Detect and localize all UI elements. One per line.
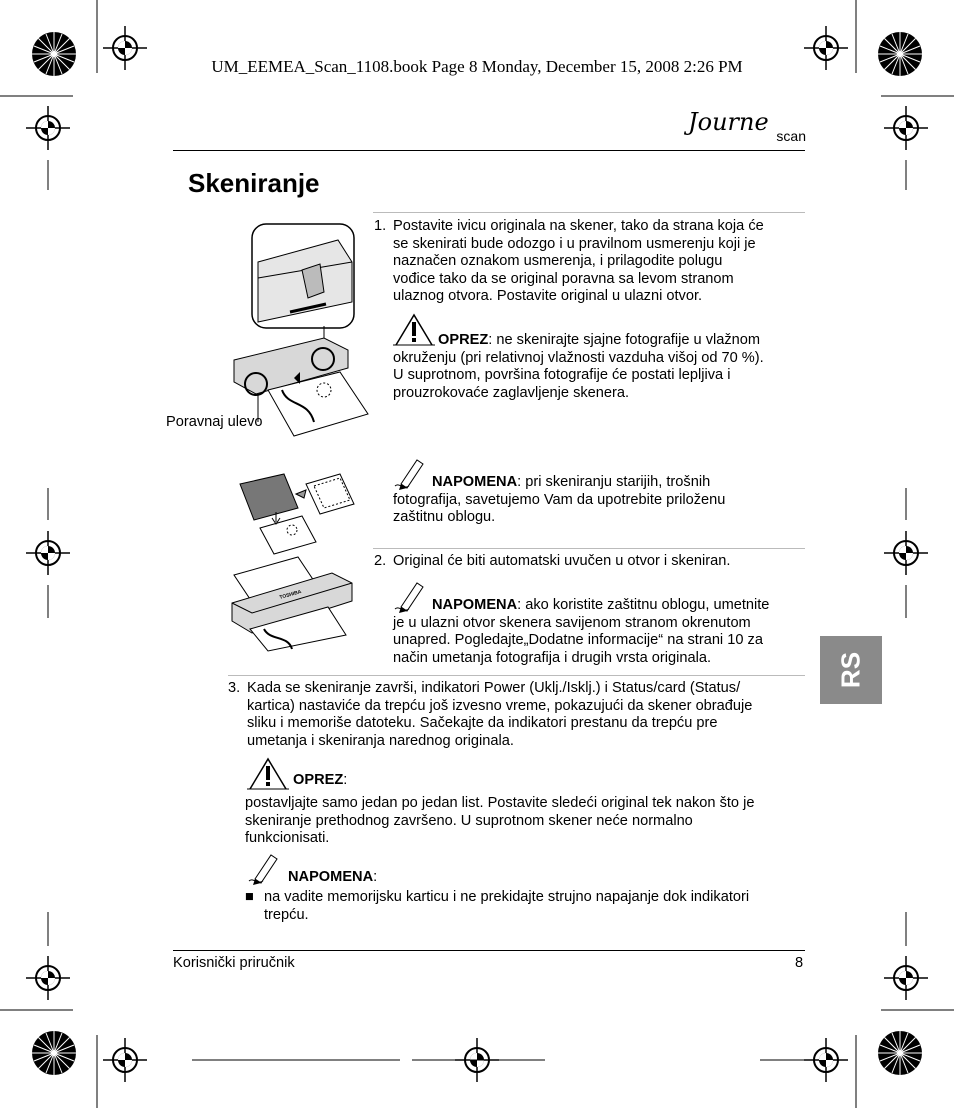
step1-line: se skenirati bude odozgo i u pravilnom usmerenju koji je xyxy=(393,235,756,252)
note3-line: trepću. xyxy=(264,906,309,923)
note1-line: fotografija, savetujemo Vam da upotrebite priloženu xyxy=(393,491,726,508)
caution1-label: OPREZ xyxy=(438,332,489,348)
note3-bullet: ■ xyxy=(245,889,254,905)
language-tab-label: RS xyxy=(835,651,866,689)
note2-line: način umetanja fotografija i drugih vrsta originala. xyxy=(393,649,711,666)
note3-colon: : xyxy=(373,869,378,885)
figure-protective-sleeve xyxy=(236,468,361,558)
page-title: Skeniranje xyxy=(188,168,320,198)
caution1-line: U suprotnom, površina fotografije će postati lepljiva i xyxy=(393,367,731,383)
step2-number: 2. xyxy=(374,553,387,569)
step3-number: 3. xyxy=(228,680,241,696)
note2-text xyxy=(393,597,813,667)
step1-line: vođice tako da se original poravna sa levom stranom xyxy=(393,270,734,287)
note1-label: NAPOMENA xyxy=(432,474,518,490)
caution1-line: okruženju (pri relativnoj vlažnosti vazduha višoj od 70 %). xyxy=(393,349,764,366)
divider-step2 xyxy=(373,548,805,549)
pencil-note-icon xyxy=(247,851,281,887)
note2-line: je u ulazni otvor skenera savijenom stranom okrenutom xyxy=(393,614,751,631)
caution2-line: skeniranje prethodnog završeno. U suprotnom skener neće normalno xyxy=(245,812,693,829)
step3-line: kartica) nastaviće da trepću još izvesno vreme, pokazujući da skener obrađuje xyxy=(247,697,753,714)
print-header: UM_EEMEA_Scan_1108.book Page 8 Monday, December 15, 2008 2:26 PM xyxy=(211,57,743,76)
warning-icon xyxy=(247,756,289,792)
language-tab xyxy=(820,636,882,704)
step1-line: naznačen oznakom usmerenja, i prilagodite polugu xyxy=(393,253,723,269)
journe-logo xyxy=(688,108,808,148)
step1-line: Postavite ivicu originala na skener, tako da strana koja će xyxy=(393,218,764,234)
note3-heading xyxy=(288,869,377,887)
header-rule xyxy=(173,150,805,151)
note3-line: na vadite memorijsku karticu i ne prekidajte strujno napajanje dok indikatori xyxy=(264,889,750,905)
step1-number: 1. xyxy=(374,218,387,234)
caution1-first-line: : ne skenirajte sjajne fotografije u vlažnom xyxy=(488,332,761,348)
divider-step3 xyxy=(228,675,805,676)
step2-text: Original će biti automatski uvučen u otvor i skeniran. xyxy=(393,553,731,569)
step3-line: umetanja i skeniranja narednog originala. xyxy=(247,732,514,749)
footer-page-number: 8 xyxy=(795,955,804,971)
caution2-colon: : xyxy=(343,772,348,788)
note1-line: zaštitnu oblogu. xyxy=(393,509,496,525)
step3-text xyxy=(247,680,752,750)
note2-line: unapred. Pogledajte„Dodatne informacije“ na strani 10 za xyxy=(393,632,763,648)
logo-sub: scan xyxy=(776,128,806,144)
figure-scanner-feeding xyxy=(228,553,358,653)
note2-label: NAPOMENA xyxy=(432,597,518,613)
step1-line: ulaznog otvora. Postavite original u ulazni otvor. xyxy=(393,288,703,304)
note3-label: NAPOMENA xyxy=(288,869,374,885)
svg-text:TOSHIBA: TOSHIBA xyxy=(278,588,303,601)
caution1-line: prouzrokovaće zaglavljenje skenera. xyxy=(393,384,630,401)
caution2-heading xyxy=(293,772,347,790)
step3-line: sliku i memoriše datoteku. Sačekajte da indikatori prestanu da trepću pre xyxy=(247,715,718,731)
note2-first-line: : ako koristite zaštitnu oblogu, umetnite xyxy=(517,597,770,613)
step1-text xyxy=(393,218,764,306)
caution2-text xyxy=(245,795,754,848)
logo-script: Journe xyxy=(688,108,769,136)
caution2-label: OPREZ xyxy=(293,772,344,788)
caution2-line: postavljajte samo jedan po jedan list. Postavite sledeći original tek nakon što je xyxy=(245,795,755,811)
step3-line: Kada se skeniranje završi, indikatori Power (Uklj./Isklj.) i Status/card (Status/ xyxy=(247,680,741,696)
footer-left: Korisnički priručnik xyxy=(173,955,295,971)
footer-rule xyxy=(173,950,805,951)
divider-step1 xyxy=(373,212,805,213)
caution1-text xyxy=(393,332,813,402)
note1-text xyxy=(393,474,813,527)
caution2-line: funkcionisati. xyxy=(245,830,330,846)
note3-text xyxy=(264,889,749,924)
note1-first-line: : pri skeniranju starijih, trošnih xyxy=(517,474,711,490)
figure1-label: Poravnaj ulevo xyxy=(166,414,263,430)
